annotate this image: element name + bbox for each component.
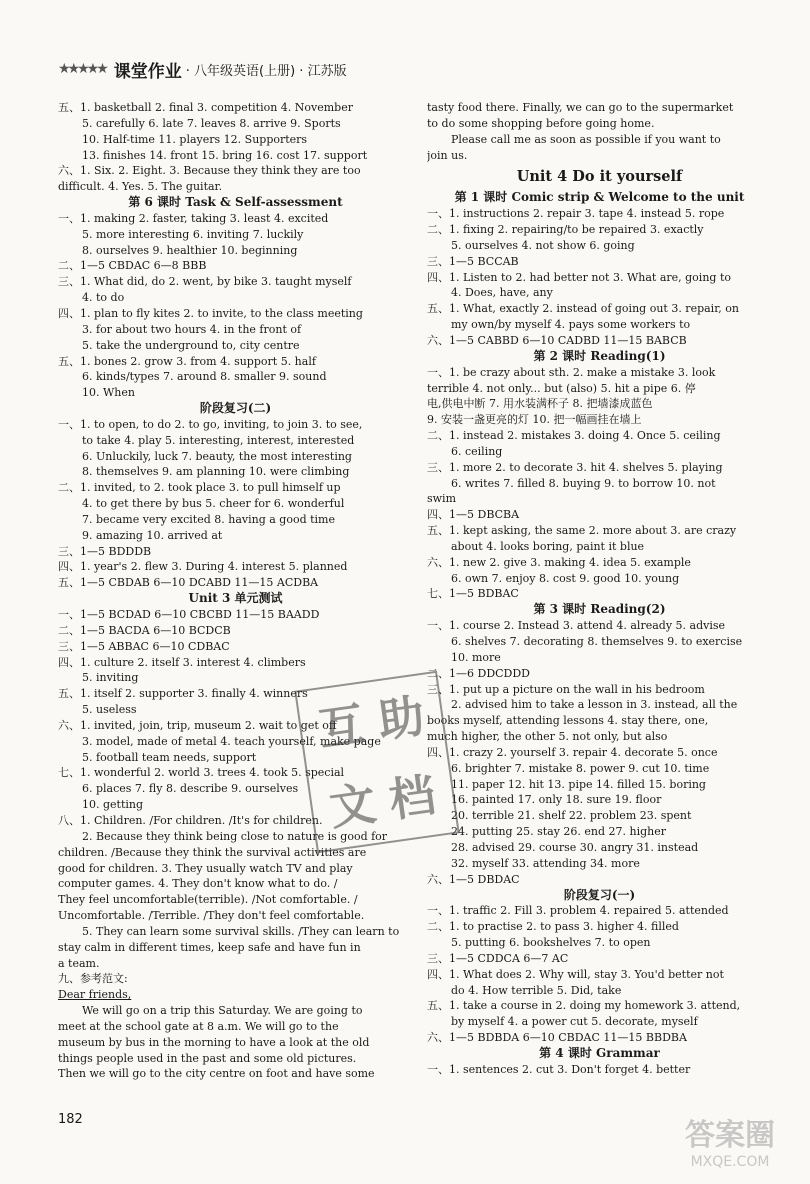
section-heading: 第 3 课时 Reading(2) — [533, 602, 666, 617]
answer-line: 五、1. bones 2. grow 3. from 4. support 5. half — [58, 354, 316, 368]
watermark-url: MXQE.COM — [690, 1154, 770, 1170]
answer-line: 10. getting — [82, 798, 144, 812]
answer-line: 8. themselves 9. am planning 10. were climbing — [82, 465, 350, 479]
answer-line: They feel uncomfortable(terrible). /Not comfortable. / — [58, 893, 358, 907]
answer-line: my own/by myself 4. pays some workers to — [451, 318, 691, 332]
answer-line: a team. — [58, 956, 100, 970]
answer-line: museum by bus in the morning to have a look at the old — [58, 1035, 370, 1049]
answer-line: 28. advised 29. course 30. angry 31. instead — [451, 840, 699, 854]
answer-line: terrible 4. not only... but (also) 5. hit a pipe 6. 停 — [427, 381, 696, 395]
answer-line: 4. Does, have, any — [451, 286, 553, 300]
page-number: 182 — [58, 1112, 83, 1127]
answer-line: 二、1—5 CBDAC 6—8 BBB — [58, 259, 207, 273]
answer-line: by myself 4. a power cut 5. decorate, myself — [451, 1015, 698, 1029]
answer-line: Uncomfortable. /Terrible. /They don't feel comfortable. — [58, 909, 365, 923]
answer-line: 三、1. put up a picture on the wall in his bedroom — [427, 682, 705, 696]
answer-line: much higher, the other 5. not only, but also — [427, 730, 668, 744]
answer-line: 20. terrible 21. shelf 22. problem 23. spent — [451, 809, 692, 823]
answer-line: 四、1. culture 2. itself 3. interest 4. climbers — [58, 655, 306, 669]
answer-line: 5. putting 6. bookshelves 7. to open — [451, 936, 651, 950]
stamp-watermark — [294, 671, 459, 853]
answer-line: 4. to get there by bus 5. cheer for 6. wonderful — [82, 497, 345, 511]
answer-line: do 4. How terrible 5. Did, take — [451, 983, 622, 997]
answer-line: 6. own 7. enjoy 8. cost 9. good 10. young — [451, 571, 680, 585]
answer-line: 四、1. What does 2. Why will, stay 3. You'd better not — [427, 967, 724, 981]
section-heading: Unit 3 单元测试 — [188, 591, 283, 606]
book-subtitle: · 八年级英语(上册) · 江苏版 — [185, 63, 347, 79]
answer-line: 二、1. invited, to 2. took place 3. to pull himself up — [58, 481, 341, 495]
answer-line: 11. paper 12. hit 13. pipe 14. filled 15. boring — [451, 777, 706, 791]
answer-line: 三、1—5 CDDCA 6—7 AC — [427, 951, 569, 965]
answer-line: things people used in the past and some old pictures. — [58, 1051, 357, 1065]
answer-line: 七、1. wonderful 2. world 3. trees 4. took 5. special — [58, 766, 345, 780]
answer-line: 一、1. to open, to do 2. to go, inviting, to join 3. to see, — [58, 417, 363, 431]
answer-line: 13. finishes 14. front 15. bring 16. cost 17. support — [82, 148, 368, 162]
answer-line: swim — [427, 492, 457, 506]
answer-line: 三、1—5 BDDDB — [58, 544, 152, 558]
answer-line: 五、1. kept asking, the same 2. more about 3. are crazy — [427, 524, 737, 538]
answer-line: 六、1—5 CABBD 6—10 CADBD 11—15 BABCB — [427, 333, 687, 347]
answer-line: good for children. 3. They usually watch TV and play — [58, 861, 353, 875]
answer-line: 32. myself 33. attending 34. more — [451, 856, 640, 870]
answer-line: 四、1—5 DBCBA — [427, 508, 520, 522]
answer-line: 五、1—5 CBDAB 6—10 DCABD 11—15 ACDBA — [58, 576, 319, 590]
answer-line: 一、1—5 BCDAD 6—10 CBCBD 11—15 BAADD — [58, 608, 320, 621]
answer-line: 四、1. Listen to 2. had better not 3. What are, going to — [427, 270, 731, 284]
answer-line: 四、1. year's 2. flew 3. During 4. interest 5. planned — [58, 560, 348, 574]
answer-line: 5. inviting — [82, 671, 139, 685]
right-column — [427, 100, 772, 1078]
answer-line: 七、1—5 BDBAC — [427, 587, 519, 601]
answer-line: 一、1. course 2. Instead 3. attend 4. already 5. advise — [427, 619, 726, 633]
answer-line: 6. kinds/types 7. around 8. smaller 9. sound — [82, 370, 327, 384]
answer-line: 二、1. fixing 2. repairing/to be repaired 3. exactly — [427, 223, 704, 237]
answer-line: 2. Because they think being close to nature is good for — [82, 829, 388, 843]
answer-line: 二、1. instead 2. mistakes 3. doing 4. Once 5. ceiling — [427, 429, 721, 443]
section-heading: 阶段复习(二) — [199, 401, 272, 416]
answer-line: 九、参考范文: — [58, 972, 128, 986]
answer-line: 三、1—5 ABBAC 6—10 CDBAC — [58, 639, 230, 653]
answer-line: Please call me as soon as possible if you want to — [451, 132, 721, 146]
answer-line: 6. Unluckily, luck 7. beauty, the most interesting — [82, 449, 352, 463]
answer-line: 六、1. Six. 2. Eight. 3. Because they think they are too — [58, 164, 361, 178]
answer-line: 6. places 7. fly 8. describe 9. ourselves — [82, 782, 299, 796]
page-header — [58, 54, 398, 84]
answer-line: 五、1. What, exactly 2. instead of going out 3. repair, on — [427, 302, 739, 316]
answer-line: join us. — [427, 148, 468, 162]
answer-line: books myself, attending lessons 4. stay there, one, — [427, 714, 709, 728]
answer-line: 二、1—5 BACDA 6—10 BCDCB — [58, 623, 231, 637]
answer-line: 16. painted 17. only 18. sure 19. floor — [451, 793, 662, 807]
answer-line: 五、1. take a course in 2. doing my homework 3. attend, — [427, 999, 741, 1013]
section-heading: 阶段复习(一) — [563, 887, 636, 902]
answer-line: 10. more — [451, 650, 501, 664]
left-column — [58, 100, 413, 1082]
answer-line: 六、1—5 BDBDA 6—10 CBDAC 11—15 BBDBA — [427, 1031, 687, 1045]
answer-line: 3. for about two hours 4. in the front of — [82, 322, 302, 336]
answer-line: 5. take the underground to, city centre — [82, 338, 300, 352]
watermark-logo: 答案圈 — [685, 1118, 775, 1153]
answer-line: 三、1. What did, do 2. went, by bike 3. taught myself — [58, 275, 352, 289]
section-heading: 第 6 课时 Task & Self-assessment — [128, 195, 343, 210]
answer-line: 5. football team needs, support — [82, 750, 257, 764]
section-heading: 第 2 课时 Reading(1) — [533, 348, 666, 363]
answer-line: tasty food there. Finally, we can go to the supermarket — [427, 101, 734, 114]
answer-line: 电,供电中断 7. 用水装满杯子 8. 把墙漆成蓝色 — [427, 397, 653, 411]
answer-line: Then we will go to the city centre on foot and have some — [58, 1067, 375, 1081]
answer-line: We will go on a trip this Saturday. We are going to — [82, 1004, 363, 1018]
answer-line: 6. shelves 7. decorating 8. themselves 9. to exercise — [451, 635, 743, 648]
answer-line: 5. useless — [82, 703, 137, 717]
answer-line: computer games. 4. They don't know what to do. / — [58, 877, 338, 891]
section-heading: Unit 4 Do it yourself — [516, 168, 683, 186]
answer-line: 3. model, made of metal 4. teach yourself, make page — [82, 734, 381, 748]
answer-line: 一、1. instructions 2. repair 3. tape 4. instead 5. rope — [427, 207, 725, 221]
answer-line: 5. carefully 6. late 7. leaves 8. arrive 9. Sports — [82, 116, 341, 130]
answer-line: 五、1. itself 2. supporter 3. finally 4. winners — [58, 687, 308, 701]
section-heading: 第 1 课时 Comic strip & Welcome to the unit — [454, 190, 745, 205]
answer-line: 5. more interesting 6. inviting 7. luckily — [82, 227, 304, 241]
answer-line: 二、1. to practise 2. to pass 3. higher 4. filled — [427, 920, 679, 934]
answer-line: 7. became very excited 8. having a good time — [82, 512, 335, 526]
answer-line: 一、1. be crazy about sth. 2. make a mistake 3. look — [427, 365, 716, 379]
answer-line: 一、1. traffic 2. Fill 3. problem 4. repaired 5. attended — [427, 904, 729, 918]
answer-line: 24. putting 25. stay 26. end 27. higher — [451, 825, 667, 839]
stars-decoration: ★★★★★ — [58, 61, 106, 77]
answer-line: children. /Because they think the survival activities are — [58, 845, 367, 859]
stamp-char: 互 — [315, 696, 369, 757]
answer-line: 6. ceiling — [451, 444, 503, 458]
answer-line: 三、1. more 2. to decorate 3. hit 4. shelves 5. playing — [427, 460, 723, 474]
answer-line: Dear friends, — [58, 988, 132, 1002]
answer-line: 5. They can learn some survival skills. /They can learn to — [82, 924, 400, 938]
answer-line: 五、1. basketball 2. final 3. competition 4. November — [58, 101, 353, 114]
answer-line: stay calm in different times, keep safe and have fun in — [58, 940, 361, 954]
stamp-char: 助 — [374, 688, 428, 749]
answer-line: 一、1. making 2. faster, taking 3. least 4. excited — [58, 211, 329, 225]
answer-line: 三、1—5 BCCAB — [427, 254, 519, 268]
answer-line: difficult. 4. Yes. 5. The guitar. — [58, 180, 223, 194]
book-title: 课堂作业 — [113, 61, 182, 82]
answer-line: 四、1. plan to fly kites 2. to invite, to the class meeting — [58, 306, 363, 320]
section-heading: 第 4 课时 Grammar — [539, 1045, 660, 1060]
answer-line: 9. amazing 10. arrived at — [82, 528, 223, 542]
answer-line: 一、1. sentences 2. cut 3. Don't forget 4. better — [427, 1062, 691, 1076]
answer-line: to do some shopping before going home. — [427, 116, 655, 130]
answer-line: 6. brighter 7. mistake 8. power 9. cut 10. time — [451, 761, 710, 775]
answer-line: about 4. looks boring, paint it blue — [451, 539, 645, 553]
answer-line: 六、1. invited, join, trip, museum 2. wait to get off — [58, 718, 337, 732]
stamp-char: 文 — [326, 775, 380, 836]
answer-line: 八、1. Children. /For children. /It's for children. — [58, 813, 323, 827]
answer-line: 10. Half-time 11. players 12. Supporters — [82, 132, 308, 146]
answer-line: 2. advised him to take a lesson in 3. instead, all the — [451, 698, 738, 712]
answer-line: 6. writes 7. filled 8. buying 9. to borrow 10. not — [451, 476, 716, 490]
answer-line: 四、1. crazy 2. yourself 3. repair 4. decorate 5. once — [427, 745, 718, 759]
answer-line: 二、1—6 DDCDDD — [427, 666, 531, 680]
answer-line: 10. When — [82, 386, 135, 400]
answer-line: meet at the school gate at 8 a.m. We will go to the — [58, 1019, 339, 1033]
answer-line: 9. 安装一盏更亮的灯 10. 把一幅画挂在墙上 — [427, 413, 642, 427]
answer-line: to take 4. play 5. interesting, interest, interested — [82, 433, 355, 447]
answer-line: 5. ourselves 4. not show 6. going — [451, 238, 635, 252]
answer-line: 8. ourselves 9. healthier 10. beginning — [82, 243, 298, 257]
answer-line: 4. to do — [82, 291, 125, 305]
stamp-char: 档 — [385, 767, 439, 828]
answer-line: 六、1—5 DBDAC — [427, 872, 520, 886]
site-watermark — [660, 1110, 800, 1180]
answer-line: 六、1. new 2. give 3. making 4. idea 5. example — [427, 555, 691, 569]
